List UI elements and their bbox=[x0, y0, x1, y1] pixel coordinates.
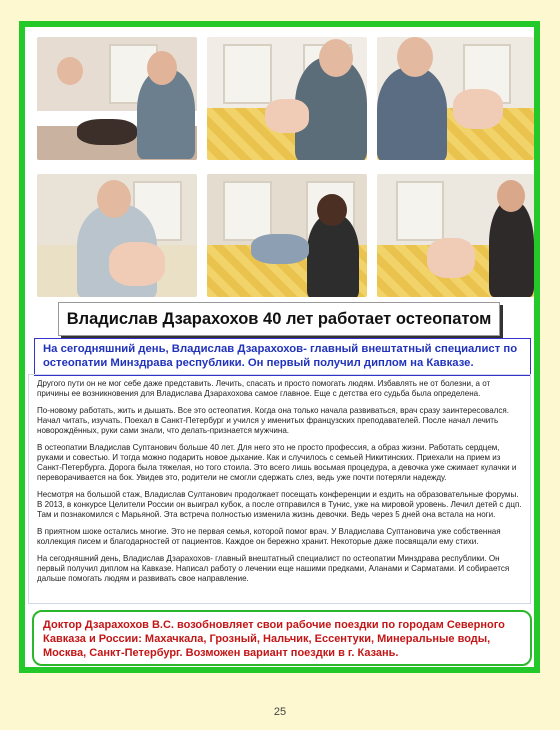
article-paragraph: В остеопатии Владислав Суптанович больше 40 лет. Для него это не просто профессия, а образ жизни. Работать сердцем, руками и совестью. И тогда можно подарить новое дыхание. Как и случилось с семьей Никитинских. Приехали на прием из Санкт-Петербурга. Дорога была тяжелая, но того стоила. Это всего лишь восьмая процедура, а девочка уже сжимает кулачки и переворачивается на бок. Увидев это, родители не смогли сдержать слез, ведь уже почти потеряли надежду. bbox=[37, 443, 517, 482]
article-paragraph: По-новому работать, жить и дышать. Все это остеопатия. Когда она только начала развиваться, врач сразу заинтересовался. Начал читать, изучать. Поехал в Санкт-Петербург и учился у именитых французских преподавателей. После начал лечить новорождённых, руки сами знали, что делать-признается мужчина. bbox=[37, 406, 509, 435]
photo-osteopath-with-patient-1 bbox=[37, 37, 197, 160]
article-body bbox=[28, 374, 531, 604]
article-paragraph: В приятном шоке остались многие. Это не первая семья, которой помог врач. У Владислава Суптановича уже собственная коллекция писем и благодарностей от пациентов. Каждое он бережно хранит. Некоторые даже посвящали ему стихи. bbox=[37, 527, 501, 546]
article-paragraph: Несмотря на большой стаж, Владислав Султанович продолжает посещать конференции и ездить на образовательные форумы. В 2013, в конкурсе Целители России он выиграл кубок, а после отправился в Тунис, уже на мировой уровень. Лечил детей с дцп. Там и познакомился с Марьяной. Эта встреча полностью изменила жизнь девочки. Ведь через 5 дней она встала на ноги. bbox=[37, 490, 522, 519]
article-title: Владислав Дзарахохов 40 лет работает остеопатом bbox=[58, 302, 500, 336]
photo-grid bbox=[37, 37, 534, 297]
photo-osteopath-with-baby-6 bbox=[377, 174, 534, 297]
page-number: 25 bbox=[273, 706, 287, 718]
photo-osteopath-with-baby-3 bbox=[377, 37, 534, 160]
article-paragraph: На сегодняшний день, Владислав Дзарахохов- главный внештатный специалист по остеопатии Минздрава республики. Он первый получил диплом на Кавказе. Написал работу о лечении еще нашими предками, Аланами и Сарматами. И собирается дальше помогать людям и развивать свое направление. bbox=[37, 554, 510, 583]
photo-osteopath-with-baby-4 bbox=[37, 174, 197, 297]
photo-osteopath-with-baby-5 bbox=[207, 174, 367, 297]
trip-notice: Доктор Дзарахохов В.С. возобновляет свои рабочие поездки по городам Северного Кавказа и России: Махачкала, Грозный, Нальчик, Ессентуки, Минеральные воды, Москва, Санкт-Петербург. Возможен вариант поездки в г. Казань. bbox=[32, 610, 532, 666]
page-frame bbox=[19, 21, 540, 673]
article-paragraph: Другого пути он не мог себе даже представить. Лечить, спасать и просто помогать людям. Избавлять не от болезни, а от причины ее возникновения для Владислава Дзарахохова самое главное. Еще с детства его судьба была определена. bbox=[37, 379, 491, 398]
lead-paragraph: На сегодняшний день, Владислав Дзарахохов- главный внештатный специалист по остеопатии Минздрава республики. Он первый получил диплом на Кавказе. bbox=[34, 338, 531, 376]
photo-osteopath-with-baby-2 bbox=[207, 37, 367, 160]
